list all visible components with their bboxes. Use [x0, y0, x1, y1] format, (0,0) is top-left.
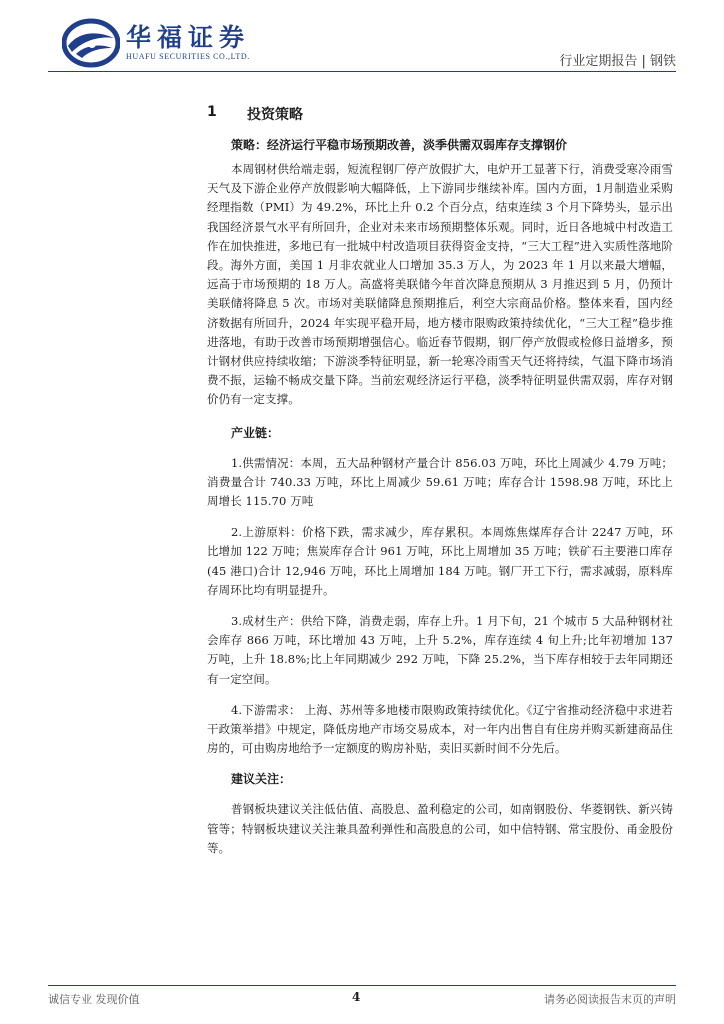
section-title: 投资策略 — [247, 107, 303, 123]
main-content — [207, 104, 673, 872]
section-number: 1 — [207, 104, 217, 120]
footer-slogan: 诚信专业 发现价值 — [48, 993, 140, 1006]
footer-divider — [48, 985, 676, 986]
industry-item-production: 3.成材生产：供给下降，消费走弱，库存上升。1 月下旬，21 个城市 5 大品种钢材社会库存 866 万吨，环比增加 43 万吨，上升 5.2%，库存连续 4 旬上升;比年初增加 137 万吨，上升 18.8%;比上年同期减少 292 万吨，下降 25.2%，当下库存相较于去年同期还有一定空间。 — [207, 614, 673, 686]
strategy-line — [207, 136, 673, 154]
industry-item-upstream: 2.上游原料：价格下跌，需求减少，库存累积。本周炼焦煤库存合计 2247 万吨，环比增加 122 万吨；焦炭库存合计 961 万吨，环比上周增加 35 万吨；铁矿石主要港口库存(45 港口)合计 12,946 万吨，环比上周增加 184 万吨。钢厂开工下行，需求减弱，原料库存周环比均有明显提升。 — [207, 525, 673, 597]
page-header — [0, 0, 724, 80]
section-heading — [207, 104, 673, 128]
report-type: 行业定期报告 | 钢铁 — [559, 54, 676, 69]
industry-item-downstream: 4.下游需求： 上海、苏州等多地楼市限购政策持续优化。《辽宁省推动经济稳中求进若干政策举措》中规定，降低房地产市场交易成本，对一年内出售自有住房并购买新建商品住房的，可由购房地给予一定额度的购房补贴，卖旧买新时间不分先后。 — [207, 702, 673, 756]
suggestions-paragraph: 普钢板块建议关注低估值、高股息、盈利稳定的公司，如南钢股份、华菱钢铁、新兴铸管等；特钢板块建议关注兼具盈利弹性和高股息的公司，如中信特钢、常宝股份、甬金股份等。 — [207, 802, 673, 855]
huafu-logo-icon — [62, 18, 120, 68]
footer-disclaimer: 请务必阅读报告末页的声明 — [544, 993, 676, 1006]
suggestions-heading: 建议关注： — [231, 772, 292, 787]
intro-paragraph: 本周钢材供给端走弱，短流程钢厂停产放假扩大，电炉开工显著下行，消费受寒冷雨雪天气及下游企业停产放假影响大幅降低，上下游同步继续补库。国内方面，1月制造业采购经理指数（PMI）为 49.2%，环比上升 0.2 个百分点，结束连续 3 个月下降势头，显示出我国经济景气水平有所回升，企业对未来市场预期整体乐观。同时，近日各地城中村改造工作在加快推进，多地已有一批城中村改造项目获得资金支持，“三大工程”进入实质性落地阶段。海外方面，美国 1 月非农就业人口增加 35.3 万人，为 2023 年 1 月以来最大增幅，远高于市场预期的 18 万人。高盛将美联储今年首次降息预期从 3 月推迟到 5 月，仍预计美联储将降息 5 次。市场对美联储降息预期推后，利空大宗商品价格。整体来看，国内经济数据有所回升，2024 年实现平稳开局，地方楼市限购政策持续优化，“三大工程”稳步推进落地，有助于改善市场预期增强信心。临近春节假期，钢厂停产放假或检修日益增多，预计钢材供应持续收缩；下游淡季特征明显，新一轮寒冷雨雪天气还将持续，气温下降市场消费不振，运输不畅成交量下降。当前宏观经济运行平稳，淡季特征明显供需双弱，库存对钢价仍有一定支撑。 — [207, 162, 673, 407]
page-number: 4 — [352, 990, 361, 1004]
brand-name-en: HUAFU SECURITIES CO.,LTD. — [126, 52, 250, 61]
industry-item-supply-demand: 1.供需情况：本周，五大品种钢材产量合计 856.03 万吨，环比上周减少 4.79 万吨；消费量合计 740.33 万吨，环比上周减少 59.61 万吨；库存合计 1598.98 万吨，环比上周增长 115.70 万吨 — [207, 455, 673, 509]
strategy-label: 策略： — [231, 138, 268, 152]
brand-name-cn: 华福证券 — [126, 23, 251, 52]
company-logo — [62, 18, 267, 68]
strategy-text: 经济运行平稳市场预期改善，淡季供需双弱库存支撑钢价 — [267, 138, 568, 152]
header-divider — [48, 71, 676, 72]
industry-chain-heading: 产业链： — [231, 425, 280, 440]
